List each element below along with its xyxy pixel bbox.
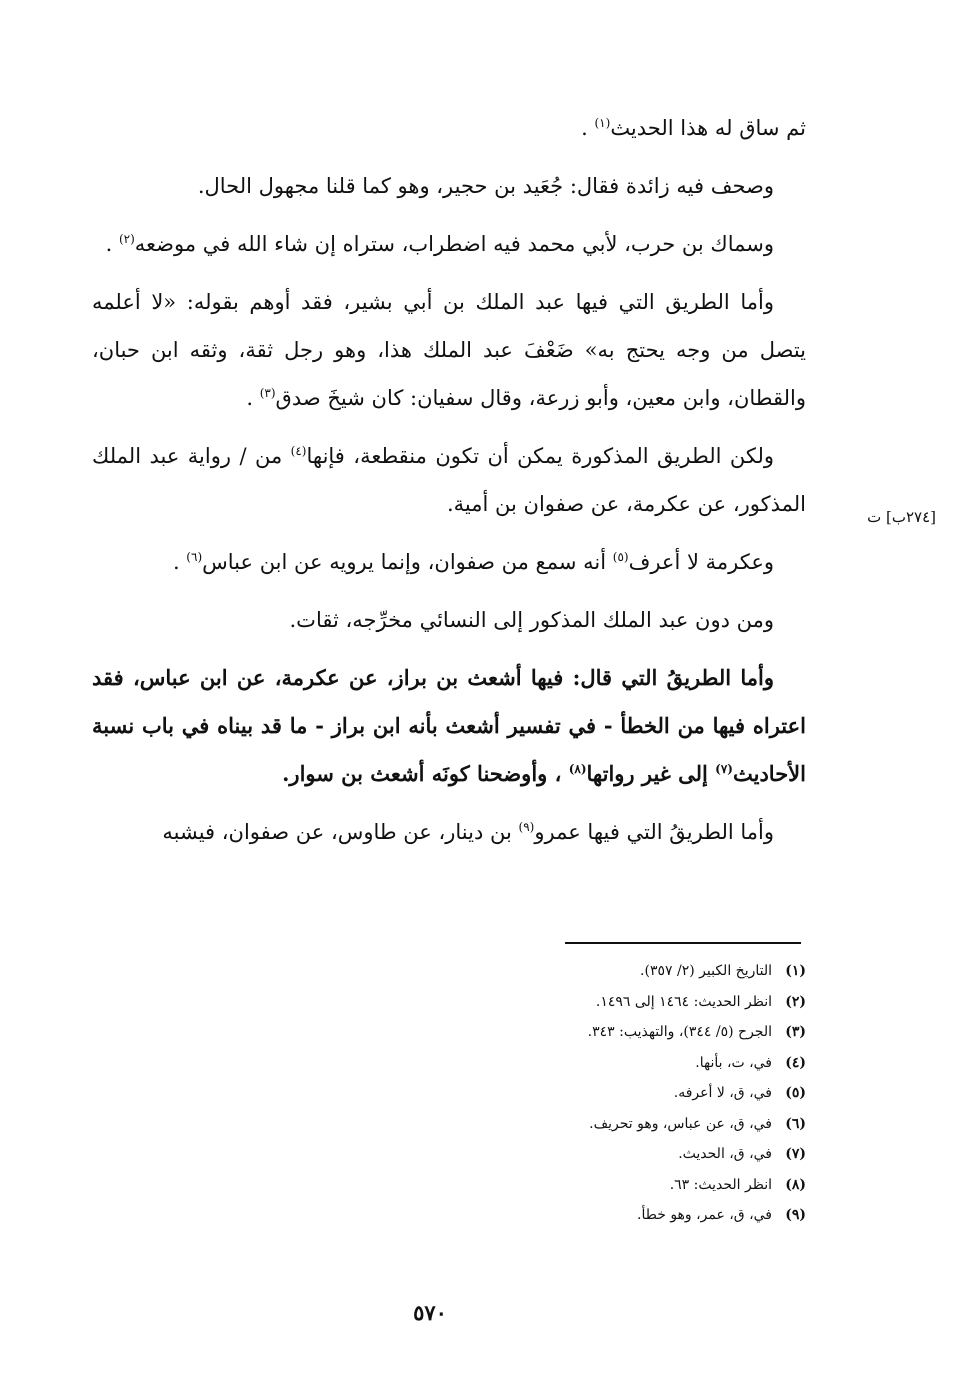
text-run: بن دينار، عن طاوس، عن صفوان، فيشبه [162, 820, 519, 844]
footnotes-list [300, 956, 806, 1231]
footnote-text: الجرح (٥/ ٣٤٤)، والتهذيب: ٣٤٣. [587, 1024, 772, 1040]
text-run: وأما الطريق التي فيها عبد الملك بن أبي بشير، فقد أوهم بقوله: «لا أعلمه يتصل من وجه يحتج به» ضَعْفَ عبد الملك هذا، وهو رجل ثقة، وثقه ابن حبان، والقطان، وابن معين، وأبو زرعة، وقال سفيان: كان شيخَ صدق [92, 290, 806, 410]
footnote-ref: (٩) [518, 820, 535, 834]
footnote-ref: (٢) [118, 232, 135, 246]
footnote-number: (٦) [785, 1115, 806, 1132]
text-run: أنه سمع من صفوان، وإنما يرويه عن ابن عباس [202, 550, 613, 574]
text-run: . [581, 116, 595, 140]
text-run: وعكرمة لا أعرف [628, 550, 774, 574]
footnote-number: (٩) [785, 1207, 806, 1223]
footnote-item [300, 1109, 806, 1140]
footnote-ref: (٦) [186, 550, 203, 564]
footnote-number: (٨) [785, 1176, 806, 1193]
text-run: من / رواية عبد الملك المذكور، عن عكرمة، عن صفوان بن أمية. [92, 444, 806, 516]
text-run: وسماك بن حرب، لأبي محمد فيه اضطراب، ستراه إن شاء الله في موضعه [134, 232, 774, 256]
text-run: . [172, 550, 187, 574]
paragraph [92, 220, 806, 268]
footnote-number: (٥) [785, 1085, 806, 1101]
text-run: . [105, 232, 119, 256]
paragraph [92, 432, 806, 528]
footnote-text: انظر الحديث: ١٤٦٤ إلى ١٤٩٦. [595, 993, 772, 1010]
paragraph [92, 596, 806, 644]
paragraph [92, 538, 806, 586]
footnote-number: (٣) [785, 1024, 806, 1040]
text-run: ثم ساق له هذا الحديث [610, 116, 806, 140]
text-run: ، وأوضحنا كونَه أشعث بن سوار. [282, 761, 569, 786]
footnote-text: في، ق، لا أعرفه. [673, 1085, 772, 1101]
footnote-item [300, 1200, 806, 1231]
margin-folio-note: [٢٧٤ب] ت [867, 508, 936, 526]
paragraph [92, 278, 806, 422]
footnote-text: في، ق، عن عباس، وهو تحريف. [589, 1115, 772, 1132]
footnote-item [300, 987, 806, 1018]
footnote-number: (١) [785, 963, 806, 979]
main-text [92, 104, 806, 866]
footnote-item [300, 1139, 806, 1170]
paragraph [92, 808, 806, 856]
footnote-ref: (٤) [290, 444, 307, 458]
text-run: وأما الطريقُ التي قال: فيها أشعث بن براز، عن عكرمة، عن ابن عباس، فقد اعتراه فيها من الخطأ - في تفسير أشعث بأنه ابن براز - ما قد بيناه في باب نسبة الأحاديث [92, 665, 806, 786]
footnote-number: (٢) [785, 993, 806, 1010]
footnote-item [300, 1170, 806, 1201]
paragraph [92, 104, 806, 152]
text-run: وصحف فيه زائدة فقال: جُعَيد بن حجير، وهو كما قلنا مجهول الحال. [197, 174, 774, 198]
footnote-ref: (٧) [715, 762, 733, 776]
footnote-text: في، ت، بأنها. [695, 1054, 772, 1071]
footnote-item [300, 956, 806, 987]
text-run: ومن دون عبد الملك المذكور إلى النسائي مخرِّجه، ثقات. [289, 608, 774, 632]
footnote-ref: (٣) [259, 386, 276, 400]
footnote-text: انظر الحديث: ٦٣. [669, 1176, 772, 1193]
footnote-ref: (٥) [612, 550, 629, 564]
paragraph [92, 654, 806, 798]
footnote-ref: (١) [594, 116, 611, 130]
text-run: . [246, 386, 260, 410]
footnote-item [300, 1048, 806, 1079]
footnote-text: في، ق، الحديث. [678, 1146, 772, 1162]
page-number: ٥٧٠ [413, 1300, 447, 1325]
footnote-number: (٤) [785, 1054, 806, 1071]
footnote-text: في، ق، عمر، وهو خطأ. [637, 1207, 772, 1223]
footnote-item [300, 1078, 806, 1109]
footnote-text: التاريخ الكبير (٢/ ٣٥٧). [640, 963, 772, 979]
footnote-ref: (٨) [568, 762, 587, 776]
text-run: إلى غير رواتها [586, 761, 716, 786]
text-run: ولكن الطريق المذكورة يمكن أن تكون منقطعة، فإنها [306, 444, 774, 468]
footnote-item [300, 1017, 806, 1048]
text-run: وأما الطريقُ التي فيها عمرو [534, 820, 774, 844]
footnote-divider [565, 942, 801, 944]
paragraph [92, 162, 806, 210]
footnote-number: (٧) [785, 1146, 806, 1162]
